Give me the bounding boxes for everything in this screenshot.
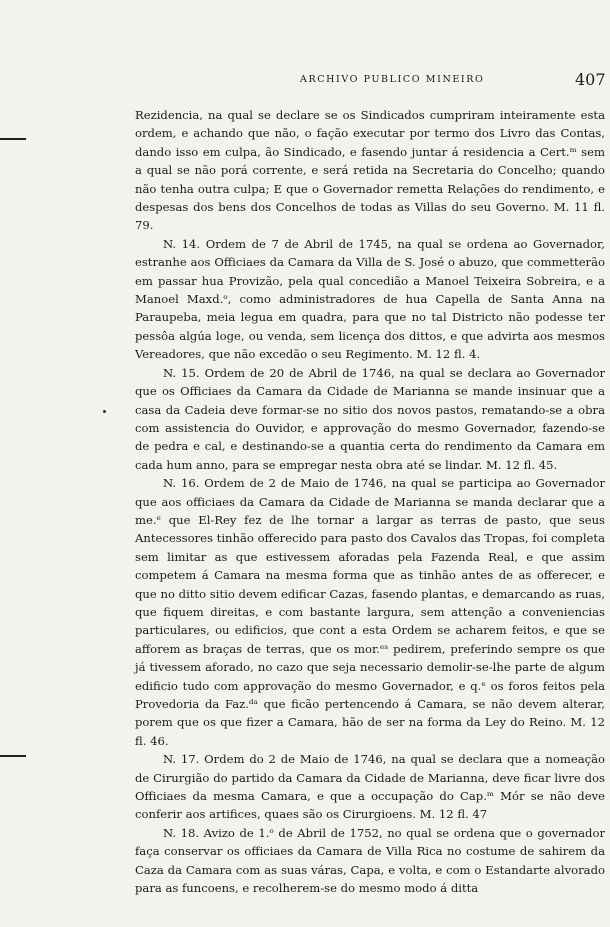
paragraph-item-15: N. 15. Ordem de 20 de Abril de 1746, na qual se declara ao Governador que os Officiaes da Camara da Cidade de Marianna se mande insinuar que a casa da Cadeia deve formar-se no sitio dos novos pastos, rematando-se a obra com assistencia do Ouvidor, e approvação do mesmo Governador, fazendo-se de pedra e cal, e destinando-se a quantia certa do rendimento da Camara em cada hum anno, para se empregar nesta obra até se lindar. M. 12 fl. 45.: [135, 365, 605, 472]
scan-edge-mark: [0, 138, 26, 140]
page-number: 407: [575, 70, 606, 89]
paragraph-continuation: Rezidencia, na qual se declare se os Sindicados cumpriram inteiramente esta ordem, e achando que não, o fação executar por termo dos Livro das Contas, dando isso em culpa, ão Sindicado, e fasendo juntar á residencia a Cert.ᵐ sem a qual se não porá corrente, e será retida na Secretaria do Concelho; quando não tenha outra culpa; E que o Governador remetta Relações do rendimento, e despesas dos bens dos Concelhos de todas as Villas do seu Governo. M. 11 fl. 79.: [135, 108, 605, 233]
paragraph-item-18: N. 18. Avizo de 1.ᵒ de Abril de 1752, no qual se ordena que o governador faça conservar os officiaes da Camara de Villa Rica no costume de sahirem da Caza da Camara com as suas váras, Capa, e volta, e com o Estandarte alvorado para as funcoens, e recolherem-se do mesmo modo á ditta: [135, 825, 605, 896]
scan-edge-mark: [0, 755, 26, 757]
running-head: ARCHIVO PUBLICO MINEIRO: [300, 74, 485, 85]
paragraph-item-17: N. 17. Ordem do 2 de Maio de 1746, na qual se declara que a nomeação de Cirurgião do partido da Camara da Cidade de Marianna, deve ficar livre dos Officiaes da mesma Camara, e que a occupação do Cap.ᵐ Mór se não deve conferir aos artifices, quaes são os Cirurgioens. M. 12 fl. 47: [135, 752, 605, 822]
paragraph-item-14: N. 14. Ordem de 7 de Abril de 1745, na qual se ordena ao Governador, estranhe aos Officiaes da Camara da Villa de S. José o abuzo, que commetterão em passar hua Provizão, pela qual concedião a Manoel Teixeira Sobreira, e a Manoel Maxd.ᵒ, como administradores de hua Capella de Santa Anna na Paraupeba, meia legua em quadra, para que no tal Districto não podesse ter pessôa algúa loge, ou venda, sem licença dos dittos, e que advirta aos mesmos Vereadores, que não excedão o seu Regimento. M. 12 fl. 4.: [135, 236, 605, 362]
paragraph-item-16: N. 16. Ordem de 2 de Maio de 1746, na qual se participa ao Governador que aos officiaes da Camara da Cidade de Marianna se manda declarar que a me.ᵉ que El-Rey fez de lhe tornar a largar as terras de pasto, que seus Antecessores tinhão offerecido para pasto dos Cavalos das Tropas, foi completa sem limitar as que estivessem aforadas pela Fazenda Real, e que assim competem á Camara na mesma forma que as tinhão antes de as offerecer, e que no ditto sitio devem edificar Cazas, fasendo plantas, e demarcando as ruas, que fiquem direitas, e com bastante largura, sem attenção a conveniencias particulares, ou edificios, que cont a esta Ordem se acharem feitos, e que se afforem as braças de terras, que os mor.ᵉˢ pedirem, preferindo sempre os que já tivessem aforado, no cazo que seja necessario demolir-se-lhe parte de algum edificio tudo com approvação do mesmo Governador, e q.ᵉ os foros feitos pela Provedoria da Faz.ᵈᵃ que ficão pertencendo á Camara, se não devem alterar, porem que os que fizer a Camara, hão de ser na forma da Ley do Reino. M. 12 fl. 46.: [135, 476, 605, 748]
body-text: [135, 106, 605, 897]
page-header: [0, 70, 610, 90]
scan-speck: [103, 410, 106, 413]
